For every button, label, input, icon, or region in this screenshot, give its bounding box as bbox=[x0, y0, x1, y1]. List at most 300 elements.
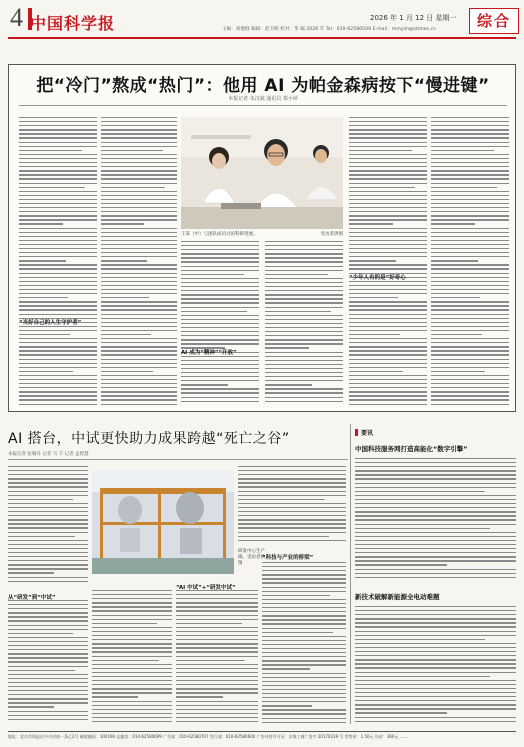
text-line bbox=[355, 495, 516, 496]
text-line bbox=[431, 252, 509, 253]
text-line bbox=[101, 264, 177, 265]
text-line bbox=[355, 569, 516, 570]
text-line bbox=[262, 628, 346, 629]
text-line bbox=[19, 142, 97, 143]
text-line bbox=[265, 241, 343, 242]
text-line bbox=[176, 647, 258, 648]
text-line bbox=[101, 252, 177, 253]
text-line bbox=[349, 154, 427, 155]
text-line bbox=[431, 273, 509, 274]
text-line bbox=[181, 249, 259, 250]
text-line bbox=[101, 223, 144, 224]
text-line bbox=[176, 668, 258, 669]
text-line bbox=[355, 651, 516, 652]
text-line bbox=[19, 240, 97, 241]
text-line bbox=[8, 702, 88, 703]
text-line bbox=[92, 680, 172, 681]
text-line bbox=[349, 314, 427, 315]
text-line bbox=[355, 696, 516, 697]
text-line bbox=[355, 700, 516, 701]
text-line bbox=[101, 309, 177, 310]
text-line bbox=[349, 359, 427, 360]
factory-caption: 研发中心生产线。受访者供图 bbox=[238, 549, 265, 566]
text-line bbox=[349, 330, 427, 331]
text-line bbox=[19, 350, 97, 351]
text-line bbox=[101, 125, 177, 126]
text-line bbox=[349, 133, 427, 134]
text-line bbox=[176, 672, 258, 673]
text-line bbox=[181, 290, 259, 291]
feature-rule bbox=[19, 105, 507, 106]
text-line bbox=[8, 711, 88, 712]
news-brief-label: 要讯 bbox=[361, 430, 374, 437]
text-line bbox=[176, 660, 245, 661]
text-line bbox=[92, 651, 172, 652]
text-line bbox=[355, 639, 485, 640]
text-line bbox=[349, 252, 427, 253]
text-line bbox=[265, 384, 312, 385]
text-line bbox=[431, 285, 509, 286]
text-line bbox=[262, 664, 346, 665]
text-line bbox=[349, 326, 427, 327]
text-line bbox=[349, 117, 427, 118]
text-line bbox=[19, 367, 97, 368]
text-line bbox=[265, 347, 309, 348]
text-line bbox=[265, 376, 343, 377]
text-line bbox=[265, 257, 343, 258]
feature-text-column bbox=[431, 117, 509, 409]
text-line bbox=[19, 404, 97, 405]
text-line bbox=[431, 342, 509, 343]
text-line bbox=[19, 301, 97, 302]
text-line bbox=[265, 315, 343, 316]
text-line bbox=[431, 223, 475, 224]
text-line bbox=[101, 158, 177, 159]
text-line bbox=[176, 651, 258, 652]
text-line bbox=[101, 387, 177, 388]
text-line bbox=[431, 146, 509, 147]
text-line bbox=[19, 203, 97, 204]
text-line bbox=[262, 660, 346, 661]
text-line bbox=[431, 363, 509, 364]
text-line bbox=[181, 388, 259, 389]
text-line bbox=[431, 314, 509, 315]
text-line bbox=[431, 121, 509, 122]
text-line bbox=[101, 399, 177, 400]
text-line bbox=[8, 625, 88, 626]
text-line bbox=[262, 562, 346, 563]
text-line bbox=[238, 536, 329, 537]
feature-text-column bbox=[349, 117, 427, 409]
text-line bbox=[101, 154, 177, 155]
text-line bbox=[265, 327, 343, 328]
text-line bbox=[176, 684, 258, 685]
text-line bbox=[355, 631, 516, 632]
text-line bbox=[262, 648, 346, 649]
text-line bbox=[349, 191, 427, 192]
text-line bbox=[349, 174, 427, 175]
text-line bbox=[262, 615, 346, 616]
text-line bbox=[431, 244, 509, 245]
text-line bbox=[265, 388, 343, 389]
text-line bbox=[265, 253, 343, 254]
text-line bbox=[8, 572, 54, 573]
text-line bbox=[355, 458, 516, 459]
text-line bbox=[431, 191, 509, 192]
text-line bbox=[8, 608, 88, 609]
text-line bbox=[238, 474, 346, 475]
text-line bbox=[92, 684, 172, 685]
text-line bbox=[101, 391, 177, 392]
text-line bbox=[262, 591, 346, 592]
photo-caption bbox=[181, 231, 343, 237]
text-line bbox=[262, 652, 346, 653]
text-line bbox=[238, 466, 346, 467]
text-line bbox=[355, 708, 516, 709]
text-line bbox=[355, 622, 516, 623]
text-line bbox=[8, 682, 88, 683]
text-line bbox=[101, 322, 177, 323]
text-line bbox=[355, 548, 516, 549]
text-line bbox=[431, 117, 509, 118]
text-line bbox=[431, 125, 509, 126]
text-line bbox=[101, 256, 177, 257]
text-line bbox=[262, 636, 346, 637]
text-line bbox=[431, 142, 509, 143]
scientists-photo bbox=[181, 117, 343, 229]
text-line bbox=[8, 616, 88, 617]
text-line bbox=[181, 339, 259, 340]
caption-credit: 受访者供图 bbox=[320, 232, 343, 237]
text-line bbox=[92, 635, 172, 636]
text-line bbox=[101, 166, 177, 167]
text-line bbox=[176, 623, 242, 624]
text-line bbox=[181, 380, 259, 381]
text-line bbox=[181, 397, 259, 398]
text-line bbox=[101, 178, 177, 179]
text-line bbox=[8, 706, 54, 707]
text-line bbox=[181, 278, 259, 279]
text-line bbox=[349, 354, 427, 355]
text-line bbox=[181, 270, 259, 271]
text-line bbox=[8, 552, 88, 553]
story2-text-column bbox=[262, 562, 346, 726]
text-line bbox=[181, 364, 259, 365]
text-line bbox=[176, 639, 258, 640]
text-line bbox=[101, 354, 177, 355]
text-line bbox=[238, 503, 346, 504]
text-line bbox=[262, 570, 346, 571]
story2-text-column bbox=[176, 590, 258, 726]
text-line bbox=[431, 326, 509, 327]
text-line bbox=[265, 302, 343, 303]
text-line bbox=[19, 330, 97, 331]
text-line bbox=[349, 146, 427, 147]
text-line bbox=[19, 236, 97, 237]
text-line bbox=[19, 314, 97, 315]
text-line bbox=[431, 297, 480, 298]
text-line bbox=[349, 383, 427, 384]
text-line bbox=[262, 578, 346, 579]
text-line bbox=[8, 670, 75, 671]
text-line bbox=[101, 314, 177, 315]
text-line bbox=[19, 183, 97, 184]
text-line bbox=[101, 174, 177, 175]
text-line bbox=[8, 556, 88, 557]
feature-subhead: “少年人有的是”好奇心 bbox=[349, 275, 406, 281]
text-line bbox=[19, 207, 97, 208]
text-line bbox=[8, 474, 88, 475]
text-line bbox=[176, 610, 258, 611]
text-line bbox=[349, 301, 427, 302]
text-line bbox=[19, 387, 97, 388]
text-line bbox=[431, 170, 509, 171]
text-line bbox=[101, 363, 177, 364]
text-line bbox=[101, 289, 177, 290]
text-line bbox=[101, 371, 153, 372]
text-line bbox=[92, 696, 138, 697]
text-line bbox=[431, 203, 509, 204]
text-line bbox=[349, 248, 427, 249]
text-line bbox=[265, 339, 343, 340]
story2-text-column bbox=[8, 466, 88, 586]
text-line bbox=[262, 603, 346, 604]
text-line bbox=[8, 568, 88, 569]
text-line bbox=[19, 264, 97, 265]
text-line bbox=[101, 293, 177, 294]
text-line bbox=[355, 643, 516, 644]
brief-text bbox=[355, 458, 516, 582]
text-line bbox=[262, 722, 346, 723]
text-line bbox=[101, 268, 177, 269]
text-line bbox=[355, 655, 516, 656]
feature-text-column bbox=[265, 241, 343, 409]
text-line bbox=[8, 523, 88, 524]
text-line bbox=[431, 158, 509, 159]
text-line bbox=[431, 338, 509, 339]
text-line bbox=[176, 721, 258, 722]
text-line bbox=[431, 199, 509, 200]
text-line bbox=[355, 511, 516, 512]
text-line bbox=[265, 261, 343, 262]
text-line bbox=[176, 631, 258, 632]
text-line bbox=[262, 623, 346, 624]
text-line bbox=[19, 260, 66, 261]
text-line bbox=[349, 170, 427, 171]
text-line bbox=[262, 607, 346, 608]
text-line bbox=[101, 285, 177, 286]
text-line bbox=[349, 264, 427, 265]
text-line bbox=[349, 342, 427, 343]
text-line bbox=[265, 392, 343, 393]
text-line bbox=[92, 664, 172, 665]
text-line bbox=[262, 599, 346, 600]
text-line bbox=[431, 215, 509, 216]
text-line bbox=[262, 681, 346, 682]
text-line bbox=[8, 678, 88, 679]
text-line bbox=[349, 187, 415, 188]
text-line bbox=[176, 709, 258, 710]
text-line bbox=[19, 211, 97, 212]
text-line bbox=[19, 223, 63, 224]
text-line bbox=[181, 302, 259, 303]
text-line bbox=[19, 354, 97, 355]
text-line bbox=[176, 643, 258, 644]
text-line bbox=[8, 686, 88, 687]
text-line bbox=[265, 401, 343, 402]
text-line bbox=[8, 486, 88, 487]
factory-photo bbox=[92, 470, 234, 574]
text-line bbox=[176, 692, 258, 693]
text-line bbox=[355, 672, 516, 673]
text-line bbox=[181, 257, 259, 258]
text-line bbox=[101, 297, 149, 298]
text-line bbox=[176, 664, 258, 665]
text-line bbox=[181, 286, 259, 287]
story2-text-column bbox=[8, 600, 88, 726]
text-line bbox=[181, 331, 259, 332]
text-line bbox=[265, 294, 343, 295]
text-line bbox=[92, 647, 172, 648]
text-line bbox=[265, 266, 343, 267]
text-line bbox=[92, 717, 172, 718]
text-line bbox=[176, 688, 258, 689]
text-line bbox=[355, 524, 516, 525]
text-line bbox=[355, 487, 516, 488]
text-line bbox=[431, 150, 494, 151]
text-line bbox=[431, 264, 509, 265]
text-line bbox=[181, 401, 259, 402]
text-line bbox=[355, 462, 516, 463]
text-line bbox=[431, 379, 509, 380]
text-line bbox=[431, 367, 509, 368]
text-line bbox=[265, 335, 343, 336]
text-line bbox=[19, 150, 82, 151]
text-line bbox=[265, 364, 343, 365]
text-line bbox=[181, 307, 259, 308]
text-line bbox=[265, 323, 343, 324]
news-brief-marker bbox=[355, 429, 358, 436]
text-line bbox=[101, 334, 151, 335]
text-line bbox=[238, 495, 346, 496]
text-line bbox=[181, 319, 259, 320]
text-line bbox=[431, 305, 509, 306]
text-line bbox=[431, 129, 509, 130]
caption-text: 王某（中）与团队成员讨论科研进展。 bbox=[181, 232, 258, 237]
text-line bbox=[181, 266, 259, 267]
text-line bbox=[265, 298, 343, 299]
text-line bbox=[355, 499, 516, 500]
text-line bbox=[19, 162, 97, 163]
text-line bbox=[349, 334, 400, 335]
text-line bbox=[101, 232, 177, 233]
text-line bbox=[181, 315, 259, 316]
text-line bbox=[431, 350, 509, 351]
text-line bbox=[355, 515, 516, 516]
text-line bbox=[262, 611, 346, 612]
text-line bbox=[101, 236, 177, 237]
text-line bbox=[101, 330, 177, 331]
text-line bbox=[262, 595, 330, 596]
page-number: 4 bbox=[10, 3, 23, 32]
text-line bbox=[101, 350, 177, 351]
column-divider bbox=[350, 424, 351, 724]
text-line bbox=[431, 178, 509, 179]
text-line bbox=[431, 359, 509, 360]
text-line bbox=[19, 268, 97, 269]
text-line bbox=[176, 717, 258, 718]
text-line bbox=[431, 277, 509, 278]
text-line bbox=[431, 293, 509, 294]
text-line bbox=[349, 236, 427, 237]
text-line bbox=[349, 322, 427, 323]
text-line bbox=[181, 327, 259, 328]
text-line bbox=[349, 166, 427, 167]
text-line bbox=[8, 511, 88, 512]
text-line bbox=[92, 692, 172, 693]
text-line bbox=[349, 391, 427, 392]
text-line bbox=[92, 602, 172, 603]
text-line bbox=[349, 150, 412, 151]
text-line bbox=[431, 154, 509, 155]
text-line bbox=[265, 245, 343, 246]
text-line bbox=[355, 544, 516, 545]
brief-headline: 中国科技服务网打造高能化“数字引擎” bbox=[355, 445, 468, 453]
text-line bbox=[19, 174, 97, 175]
text-line bbox=[262, 587, 346, 588]
text-line bbox=[431, 395, 509, 396]
brief-headline: 新技术破解新能源全电动难题 bbox=[355, 593, 440, 601]
text-line bbox=[101, 199, 177, 200]
feature-byline: 本报记者 朱汉斌 通讯员 郑小萍 bbox=[228, 96, 298, 102]
text-line bbox=[92, 631, 172, 632]
text-line bbox=[262, 566, 346, 567]
text-line bbox=[92, 656, 172, 657]
text-line bbox=[19, 256, 97, 257]
text-line bbox=[101, 228, 177, 229]
text-line bbox=[19, 137, 97, 138]
text-line bbox=[262, 701, 346, 702]
text-line bbox=[101, 146, 177, 147]
text-line bbox=[8, 482, 88, 483]
text-line bbox=[176, 598, 258, 599]
text-line bbox=[19, 342, 97, 343]
text-line bbox=[8, 641, 88, 642]
text-line bbox=[238, 499, 325, 500]
text-line bbox=[8, 466, 88, 467]
text-line bbox=[19, 146, 97, 147]
text-line bbox=[349, 309, 427, 310]
story2-rule bbox=[8, 459, 348, 460]
text-line bbox=[8, 478, 88, 479]
text-line bbox=[92, 709, 172, 710]
text-line bbox=[19, 121, 97, 122]
text-line bbox=[19, 391, 97, 392]
text-line bbox=[355, 573, 516, 574]
text-line bbox=[431, 248, 509, 249]
text-line bbox=[431, 232, 509, 233]
text-line bbox=[431, 399, 509, 400]
masthead bbox=[0, 0, 524, 40]
text-line bbox=[92, 606, 172, 607]
text-line bbox=[238, 478, 346, 479]
text-line bbox=[181, 384, 228, 385]
text-line bbox=[431, 289, 509, 290]
text-line bbox=[265, 286, 343, 287]
text-line bbox=[238, 486, 346, 487]
text-line bbox=[181, 376, 259, 377]
text-line bbox=[349, 223, 393, 224]
